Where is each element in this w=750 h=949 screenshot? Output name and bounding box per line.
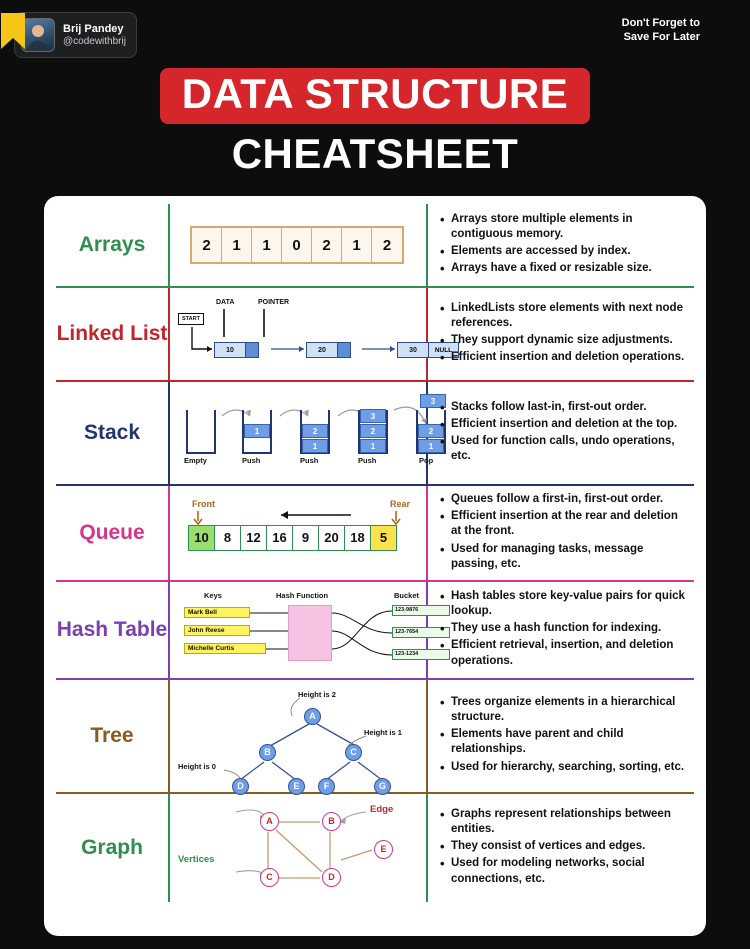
stack-item: 1 (244, 424, 270, 438)
save-hint (622, 16, 700, 45)
tree-node: A (304, 708, 321, 725)
graph-node: A (260, 812, 279, 831)
graph-node: C (260, 868, 279, 887)
graph-edge-label: Edge (370, 803, 394, 815)
graph-node: D (322, 868, 341, 887)
table-row (56, 680, 694, 794)
node-value: 30 (398, 343, 428, 357)
queue-diagram (176, 497, 420, 569)
array-cell: 0 (282, 228, 312, 262)
node-value: 20 (307, 343, 337, 357)
linked-list-connectors (176, 297, 420, 371)
bullet: • Arrays have a fixed or resizable size. (440, 261, 690, 276)
stack-caption: Push (300, 456, 319, 465)
stack-caption: Pop (419, 456, 434, 465)
row-label-queue: Queue (79, 521, 145, 545)
hash-key: Michelle Curtis (184, 643, 266, 654)
bullet: • Used for managing tasks, message passing, etc. (440, 542, 690, 572)
queue-visual (168, 486, 426, 580)
stack-caption: Push (358, 456, 377, 465)
queue-cell: 18 (344, 525, 371, 551)
pointer-label: POINTER (258, 299, 290, 306)
bullet: • They use a hash function for indexing. (440, 621, 690, 636)
author-name: Brij Pandey (63, 22, 124, 35)
queue-cell: 5 (370, 525, 397, 551)
bullet: • Efficient insertion and deletion operations. (440, 350, 690, 365)
node-pointer (245, 343, 258, 357)
array-cell: 1 (222, 228, 252, 262)
linked-list-diagram (176, 297, 453, 371)
linked-list-node (306, 342, 351, 358)
graph-node: E (374, 840, 393, 859)
queue-description (426, 486, 694, 580)
table-row (56, 204, 694, 288)
hash-key: Mark Bell (184, 607, 250, 618)
avatar (21, 18, 55, 52)
linked-list-visual (168, 288, 453, 380)
author-handle: @codewithbrij (63, 35, 126, 47)
array-cell: 2 (312, 228, 342, 262)
bullet: • They support dynamic size adjustments. (440, 333, 690, 348)
bullet: • Trees organize elements in a hierarchical structure. (440, 695, 690, 725)
hash-bucket: 123-9876 (392, 605, 450, 616)
row-label-linked-list: Linked List (56, 322, 168, 346)
start-pointer-label: START (178, 313, 204, 325)
title-line-2: CHEATSHEET (231, 130, 519, 178)
bullet: • Efficient retrieval, insertion, and deletion operations. (440, 638, 690, 668)
save-hint-line1: Don't Forget to (621, 17, 700, 29)
bullet: • Elements have parent and child relationships. (440, 727, 690, 757)
stack-item-popped: 3 (420, 394, 446, 408)
queue-rear-label: Rear (389, 498, 410, 509)
graph-diagram (176, 798, 420, 898)
bullet: • Used for hierarchy, searching, sorting, etc. (440, 760, 690, 775)
queue-cell: 8 (214, 525, 241, 551)
save-hint-line2: Save For Later (623, 31, 700, 44)
queue-front-label: Front (192, 498, 215, 509)
queue-cell: 9 (292, 525, 319, 551)
array-cell: 1 (252, 228, 282, 262)
tree-node: F (318, 778, 335, 795)
table-row (56, 288, 694, 382)
bullet: • Graphs represent relationships between entities. (440, 807, 690, 837)
null-label: NULL (434, 346, 453, 354)
stack-description (426, 382, 694, 484)
array-cell: 2 (382, 236, 392, 254)
table-row (56, 794, 694, 902)
bullet: • They consist of vertices and edges. (440, 839, 690, 854)
stack-container (186, 410, 216, 454)
tree-node: D (232, 778, 249, 795)
graph-visual (168, 794, 426, 902)
hash-keys-header: Keys (204, 590, 222, 600)
tree-node: B (259, 744, 276, 761)
graph-description (426, 794, 694, 902)
bullet: • LinkedLists store elements with next node references. (440, 301, 690, 331)
stack-item: 2 (360, 424, 386, 438)
hash-bucket: 123-1234 (392, 649, 450, 660)
row-label-stack: Stack (83, 421, 141, 445)
data-label: DATA (216, 299, 235, 306)
stack-item: 2 (418, 424, 444, 438)
queue-cell: 16 (266, 525, 293, 551)
table-row (56, 382, 694, 486)
tree-diagram (176, 684, 420, 792)
node-value: 10 (215, 343, 245, 357)
hash-bucket: 123-7654 (392, 627, 450, 638)
row-label-arrays: Arrays (78, 233, 146, 257)
stack-item: 2 (302, 424, 328, 438)
table-row (56, 486, 694, 582)
bullet: • Arrays store multiple elements in contiguous memory. (440, 212, 690, 242)
linked-list-description (426, 288, 694, 380)
queue-cells (188, 525, 396, 551)
stack-caption: Empty (184, 456, 207, 465)
page-title (0, 68, 750, 178)
title-line-1: DATA STRUCTURE (160, 68, 591, 124)
bullet: • Hash tables store key-value pairs for quick lookup. (440, 589, 690, 619)
table-row (56, 582, 694, 680)
tree-height-label: Height is 2 (298, 689, 336, 699)
cheatsheet-card (44, 196, 706, 936)
stack-caption: Push (242, 456, 261, 465)
tree-height-label: Height is 0 (178, 761, 216, 771)
stack-item: 1 (302, 439, 328, 453)
hash-key: John Reese (184, 625, 250, 636)
tree-description (426, 680, 694, 792)
bullet: • Efficient insertion and deletion at the top. (440, 417, 690, 432)
author-badge[interactable] (14, 12, 137, 58)
hash-connectors (176, 589, 420, 671)
hash-table-diagram (176, 589, 420, 671)
hash-function-header: Hash Function (276, 590, 329, 600)
array-cell: 2 (192, 228, 222, 262)
bullet: • Elements are accessed by index. (440, 244, 690, 259)
stack-diagram (176, 394, 436, 472)
hash-bucket-header: Bucket (394, 590, 420, 600)
bullet: • Used for modeling networks, social connections, etc. (440, 856, 690, 886)
bookmark-icon[interactable] (0, 12, 26, 50)
row-label-graph: Graph (81, 836, 143, 860)
hash-table-visual (168, 582, 426, 678)
tree-node: C (345, 744, 362, 761)
queue-cell: 10 (188, 525, 215, 551)
stack-item: 3 (360, 409, 386, 423)
stack-item: 1 (418, 439, 444, 453)
tree-node: E (288, 778, 305, 795)
tree-visual (168, 680, 426, 792)
linked-list-node (214, 342, 259, 358)
node-pointer (337, 343, 350, 357)
graph-node: B (322, 812, 341, 831)
queue-cell: 12 (240, 525, 267, 551)
arrays-description (426, 204, 694, 286)
graph-vertices-label: Vertices (178, 853, 215, 865)
row-label-hash-table: Hash Table (56, 618, 168, 642)
bullet: • Stacks follow last-in, first-out order. (440, 400, 690, 415)
queue-cell: 20 (318, 525, 345, 551)
top-bar (0, 0, 750, 62)
stack-item: 1 (360, 439, 386, 453)
hash-table-description (426, 582, 694, 678)
tree-node: G (374, 778, 391, 795)
bullet: • Queues follow a first-in, first-out order. (440, 492, 690, 507)
stack-visual (168, 382, 436, 484)
row-label-tree: Tree (90, 724, 134, 748)
array-cell: 1 (342, 228, 372, 262)
array-diagram (190, 226, 404, 264)
tree-height-label: Height is 1 (364, 727, 402, 737)
bullet: • Efficient insertion at the rear and deletion at the front. (440, 509, 690, 539)
arrays-visual (168, 204, 426, 286)
bullet: • Used for function calls, undo operations, etc. (440, 434, 690, 464)
